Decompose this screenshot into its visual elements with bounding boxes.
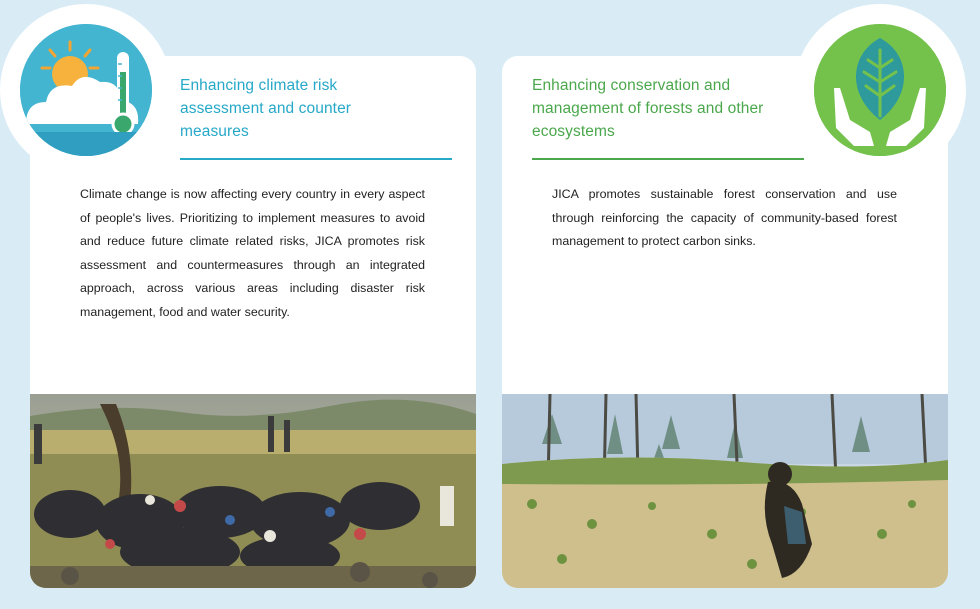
heading-divider [180,158,452,160]
climate-risk-heading: Enhancing climate risk assessment and counter measures [180,77,352,140]
forest-conservation-heading: Enhancing conservation and management of forests and other ecosystems [532,77,764,140]
tree-planting-photo [502,394,948,588]
climate-risk-description: Climate change is now affecting every country in every aspect of people's lives. Prioritizing to implement measures to avoid and reduce future climate related risks, JICA promotes risk assessment and countermeasures through an integrated approach, across various areas including disaster risk management, food and water security. [80,187,425,319]
forest-badge [794,4,966,176]
heading-divider [532,158,804,160]
community-meeting-photo [30,394,476,588]
climate-badge [0,4,172,176]
forest-conservation-description: JICA promotes sustainable forest conservation and use through reinforcing the capacity of community-based forest management to protect carbon sinks. [552,187,897,248]
sun-cloud-thermometer-icon [20,24,152,156]
hands-holding-leaf-icon [814,24,946,156]
